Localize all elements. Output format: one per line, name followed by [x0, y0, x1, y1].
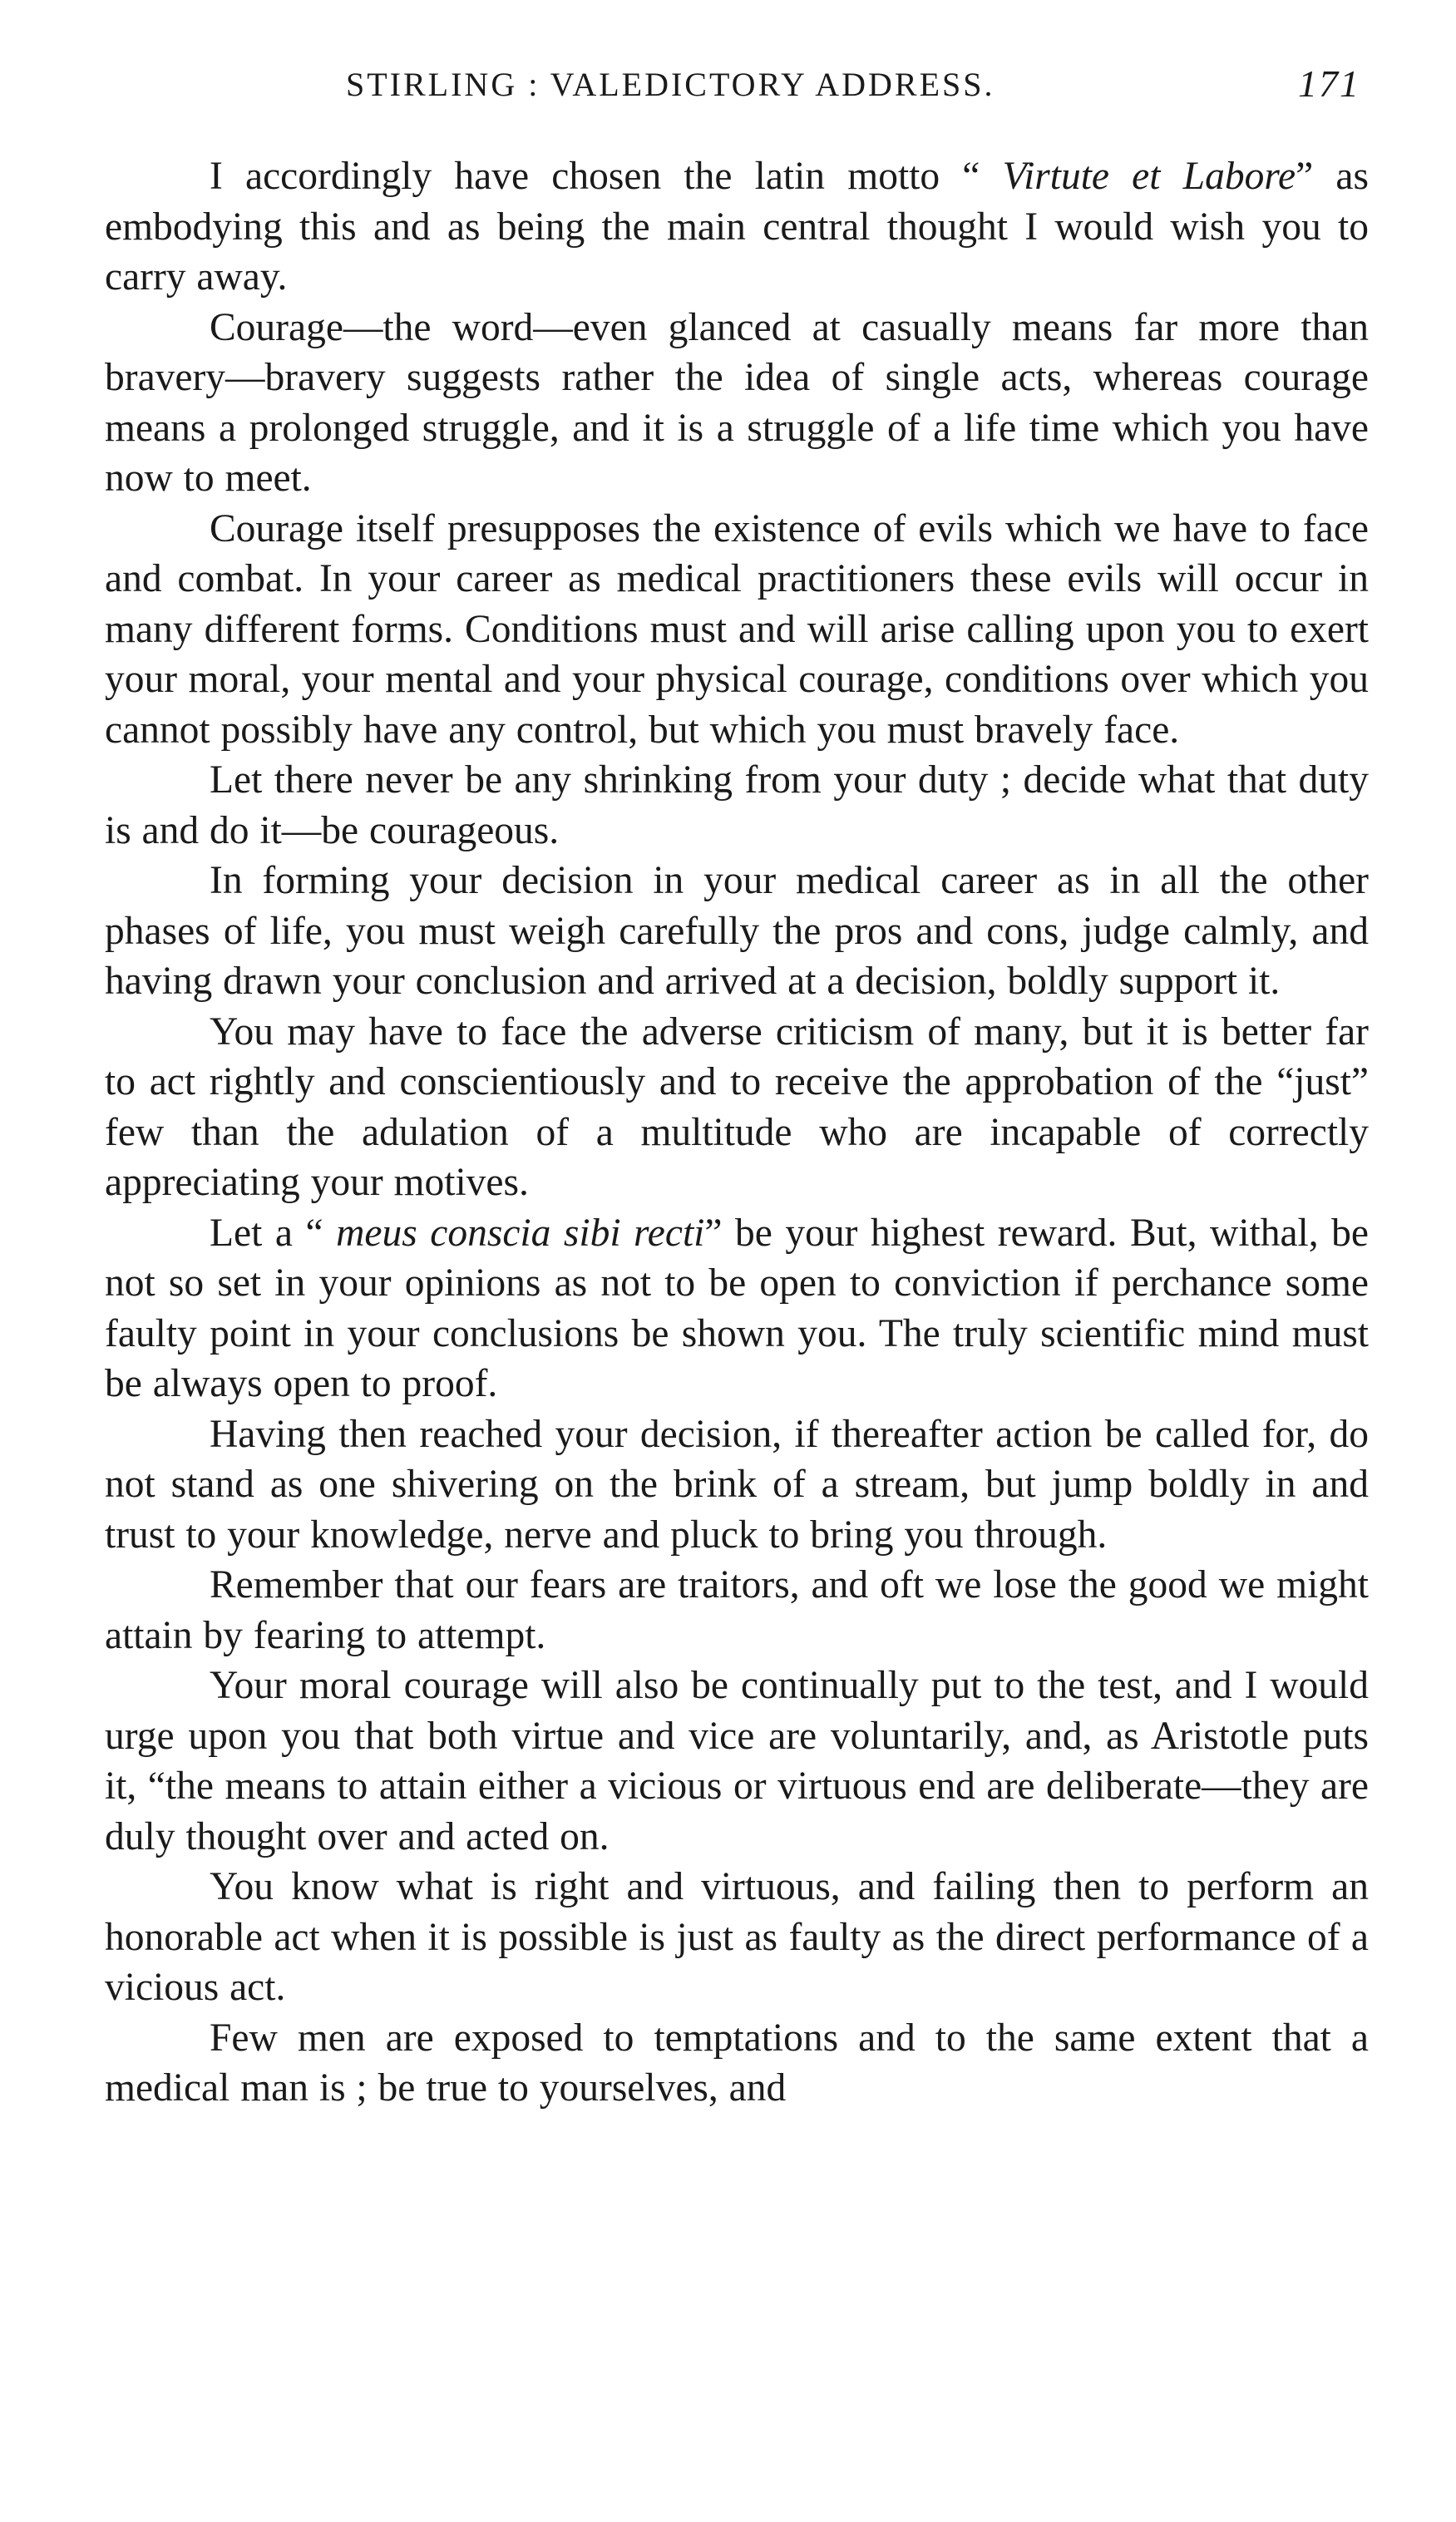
paragraph-action: Having then reached your decision, if thereafter action be called for, do not stand as one shivering on the brink of a stream, but jump boldly in and trust to your knowledge, nerve and pluck to bring you through. — [105, 1412, 1369, 1557]
paragraph-motto: I accordingly have chosen the latin motto “ Virtute et Labore” as embodying this and as being the main central thought I would wish you to carry away. — [105, 155, 1369, 299]
paragraph-virtue: You know what is right and virtuous, and failing then to perform an honorable act when it is possible is just as faulty as the direct performance of a vicious act. — [105, 1865, 1369, 2009]
paragraph-temptations: Few men are exposed to temptations and to the same extent that a medical man is ; be true to yourselves, and — [105, 2016, 1369, 2110]
paragraph-decision: In forming your decision in your medical career as in all the other phases of life, you must weigh carefully the pros and cons, judge calmly, and having drawn your conclusion and arrived at a decision, boldly support it. — [105, 859, 1369, 1003]
body-text — [105, 151, 1369, 2114]
paragraph-duty: Let there never be any shrinking from your duty ; decide what that duty is and do it—be courageous. — [105, 758, 1369, 852]
running-head — [105, 58, 1369, 133]
paragraph-courage-evils: Courage itself presupposes the existence of evils which we have to face and combat. In your career as medical practitioners these evils will occur in many different forms. Conditions must and will arise calling upon you to exert your moral, your mental and your physical courage, conditions over which you cannot possibly have any control, but which you must bravely face. — [105, 506, 1369, 752]
running-title: STIRLING : VALEDICTORY ADDRESS. — [346, 66, 995, 103]
page-number: 171 — [1298, 62, 1360, 105]
latin-motto: Virtute et Labore — [1002, 155, 1296, 198]
paragraph-moral-courage: Your moral courage will also be continually put to the test, and I would urge upon you that both virtue and vice are voluntarily, and, as Aristotle puts it, “the means to attain either a vicious or virtuous end are deliberate—they are duly thought over and acted on. — [105, 1664, 1369, 1858]
latin-phrase: meus conscia sibi recti — [336, 1211, 705, 1255]
paragraph-criticism: You may have to face the adverse criticism of many, but it is better far to act rightly and conscientiously and to receive the approbation of the “just” few than the adulation of a multitude who are incapable of correctly appreciating your motives. — [105, 1009, 1369, 1204]
paragraph-reward: Let a “ meus conscia sibi recti” be your highest reward. But, withal, be not so set in your opinions as not to be open to conviction if perchance some faulty point in your conclusions be shown you. The truly scientific mind must be always open to proof. — [105, 1211, 1369, 1405]
paragraph-fears: Remember that our fears are traitors, and oft we lose the good we might attain by fearing to attempt. — [105, 1563, 1369, 1657]
paragraph-courage-word: Courage—the word—even glanced at casually means far more than bravery—bravery suggests rather the idea of single acts, whereas courage means a prolonged struggle, and it is a struggle of a life time which you have now to meet. — [105, 305, 1369, 500]
book-page — [105, 58, 1369, 2114]
